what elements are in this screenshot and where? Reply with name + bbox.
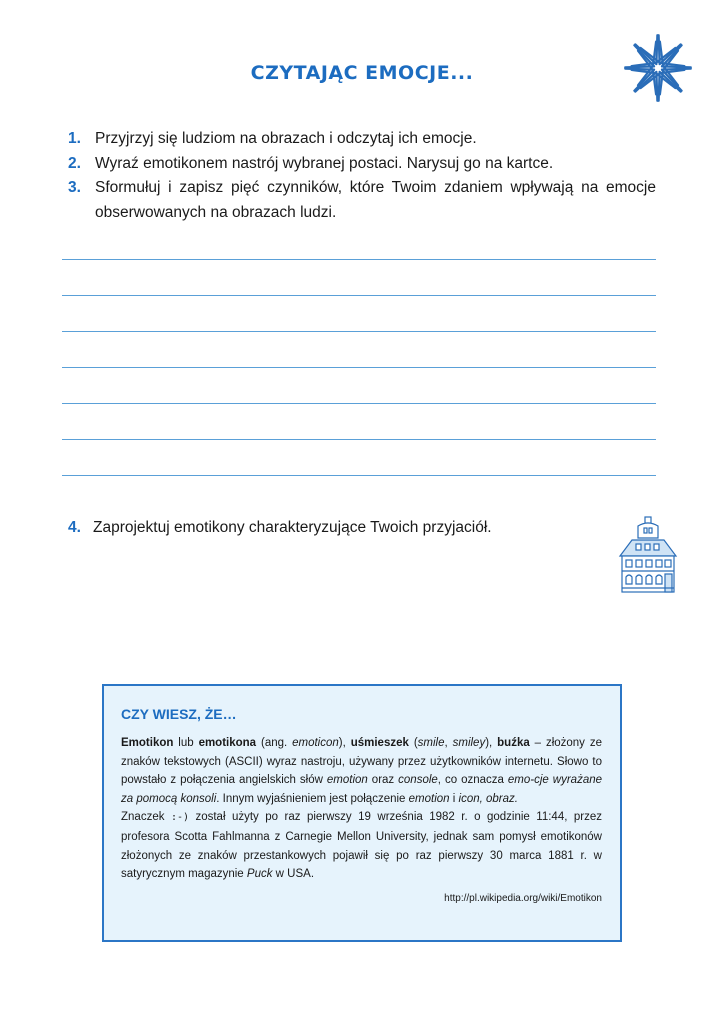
info-italic: icon, obraz.: [458, 792, 518, 805]
task-item: [68, 176, 656, 225]
did-you-know-box: [102, 684, 622, 942]
task-number: 3.: [68, 179, 81, 196]
task-text: Wyraź emotikonem nastrój wybranej postaci. Narysuj go na kartce.: [95, 154, 554, 172]
info-italic: smiley: [452, 737, 486, 749]
page-title: CZYTAJĄC EMOCJE...: [250, 62, 474, 84]
info-italic: Puck: [246, 868, 273, 881]
info-text: (: [408, 737, 418, 749]
info-text: ),: [338, 737, 351, 749]
task-item-4: [68, 516, 492, 540]
info-text: i: [449, 792, 459, 805]
source-link[interactable]: http://pl.wikipedia.org/wiki/Emotikon: [444, 892, 602, 904]
info-text: oraz: [367, 774, 399, 787]
building-illustration-icon: [616, 516, 680, 594]
info-text: – złożony ze znaków tekstowych (ASCII) wyraz nastroju, używany przez użytkowników internetu. Słowo to powstało z połączenia angielskich słów: [121, 737, 602, 787]
info-text: . Innym wyjaśnieniem jest połączenie: [216, 792, 409, 805]
task-number: 1.: [68, 130, 81, 147]
info-paragraph: [121, 808, 602, 883]
writing-line: [62, 331, 656, 332]
info-italic: emotion: [408, 792, 450, 805]
info-text: lub: [173, 737, 199, 749]
info-term: Emotikon: [121, 737, 174, 749]
task-text: Zaprojektuj emotikony charakteryzujące Twoich przyjaciół.: [93, 519, 492, 536]
emoticon-code: :-): [170, 812, 189, 824]
info-term: uśmieszek: [350, 737, 409, 749]
writing-line: [62, 367, 656, 368]
info-italic: emoticon: [292, 737, 339, 749]
info-text: , co oznacza: [437, 774, 508, 787]
info-paragraph: [121, 734, 602, 808]
info-italic: smile: [417, 737, 445, 749]
info-title: CZY WIESZ, ŻE…: [121, 706, 237, 722]
task-item: [68, 152, 656, 177]
info-italic: console: [398, 774, 438, 787]
info-text: (ang.: [256, 737, 293, 749]
info-italic: emotion: [326, 774, 368, 787]
task-item: [68, 127, 656, 152]
writing-line: [62, 439, 656, 440]
writing-line: [62, 259, 656, 260]
writing-line: [62, 295, 656, 296]
info-italic: emo-cje wyrażane za pomocą konsoli: [121, 774, 603, 805]
writing-line: [62, 475, 656, 476]
info-term: buźka: [497, 737, 530, 749]
task-number: 2.: [68, 154, 81, 172]
task-text: Przyjrzyj się ludziom na obrazach i odczytaj ich emocje.: [95, 130, 477, 147]
info-text: ),: [485, 737, 498, 749]
info-text: Znaczek: [121, 811, 171, 824]
info-term: emotikona: [198, 737, 257, 749]
writing-line: [62, 403, 656, 404]
info-text: ,: [444, 737, 453, 749]
info-text: został użyty po raz pierwszy 19 września 1982 r. o godzinie 11:44, przez profesora Scotta Fahlmanna z Carnegie Mellon University, jednak sam pomysł emotikonów złożonych ze znaków przestankowych pojawił się po raz pierwszy 30 marca 1881 r. w satyrycznym magazynie: [121, 811, 602, 881]
task-list: [68, 127, 656, 225]
info-text: w USA.: [272, 868, 315, 881]
task-text: Sformułuj i zapisz pięć czynników, które Twoim zdaniem wpływają na emocje obserwowanych na obrazach ludzi.: [95, 179, 656, 221]
task-number: 4.: [68, 519, 81, 536]
